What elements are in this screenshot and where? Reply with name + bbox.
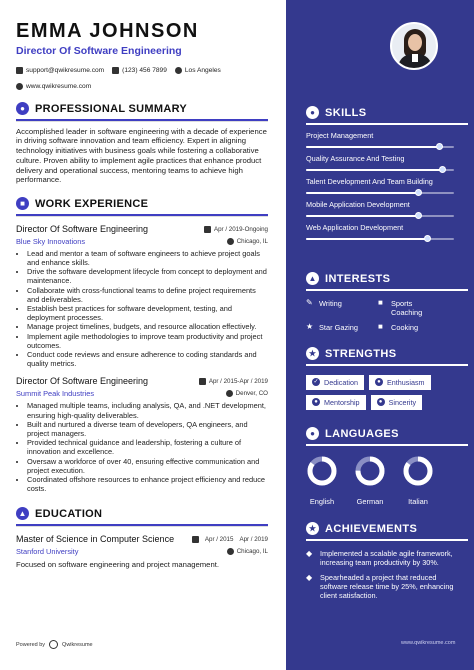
education-date-start: Apr / 2015 (204, 535, 234, 543)
website-contact[interactable] (16, 83, 268, 90)
strength-badge (371, 395, 423, 410)
education-title: EDUCATION (35, 507, 103, 520)
whistle-icon: ■ (378, 297, 383, 307)
school-location-text: Chicago, IL (236, 548, 268, 556)
calendar-icon (199, 378, 206, 385)
job-location (227, 238, 268, 245)
achievement-item (306, 573, 456, 601)
strength-badge (306, 395, 366, 410)
language-label: English (309, 496, 335, 506)
school-name: Stanford University (16, 547, 79, 557)
main-column (16, 20, 268, 570)
languages-list (306, 455, 456, 506)
interests-section (306, 272, 456, 332)
contact-row (16, 67, 268, 74)
job-bullet: • Coordinated offshore resources to enhance project efficiency and reduce costs. (27, 475, 268, 493)
achievement-item (306, 549, 456, 567)
job-entry (16, 224, 268, 369)
handshake-icon: ● (377, 398, 385, 406)
job-title: Director Of Software Engineering (16, 376, 149, 387)
languages-title: LANGUAGES (325, 427, 399, 440)
location-text: Los Angeles (184, 67, 221, 74)
experience-heading (16, 197, 268, 210)
interest-label: Cooking (391, 322, 419, 332)
job-bullet: • Implement agile methodologies to improve team productivity and project outcomes. (27, 332, 268, 350)
skill-item (306, 131, 456, 148)
education-date-end: Apr / 2019 (239, 535, 268, 543)
education-entry (16, 534, 268, 570)
trophy-icon: ◆ (306, 572, 313, 582)
candidate-title: Director Of Software Engineering (16, 45, 182, 57)
language-label: German (356, 496, 384, 506)
location-pin-icon (227, 238, 234, 245)
job-bullet: • Oversaw a workforce of over 40, ensuring effective communication and project execution. (27, 457, 268, 475)
interest-label: Star Gazing (319, 322, 359, 332)
skill-item (306, 154, 456, 171)
job-bullet: • Lead and mentor a team of software engineers to achieve project goals and enhance skills. (27, 249, 268, 267)
job-entry (16, 376, 268, 493)
smile-icon: ● (375, 378, 383, 386)
section-divider (306, 539, 468, 541)
section-divider (16, 119, 268, 121)
globe-icon (16, 83, 23, 90)
strengths-section (306, 347, 456, 410)
email-text: support@qwikresume.com (26, 67, 105, 74)
school-location (227, 548, 268, 555)
brand-name[interactable]: Qwikresume (62, 641, 93, 648)
location-pin-icon (175, 67, 182, 74)
skill-level-bar (306, 146, 454, 148)
qwikresume-logo-icon (49, 640, 58, 649)
language-level-donut (402, 455, 434, 487)
interest-item (306, 299, 378, 317)
achievements-title: ACHIEVEMENTS (325, 522, 418, 535)
summary-icon: ● (16, 102, 29, 115)
interest-label: Sports Coaching (391, 298, 423, 317)
location-pin-icon (227, 548, 234, 555)
education-focus: Focused on software engineering and project management. (16, 560, 219, 570)
skill-item (306, 223, 456, 240)
location-pin-icon (226, 390, 233, 397)
job-location-text: Denver, CO (235, 390, 268, 398)
skill-name: Project Management (306, 130, 374, 140)
language-item (354, 455, 386, 506)
section-divider (16, 214, 268, 216)
language-item (306, 455, 338, 506)
interests-list (306, 299, 456, 332)
skills-list (306, 131, 456, 240)
strength-label: Enthusiasm (386, 377, 425, 387)
briefcase-icon: ■ (16, 197, 29, 210)
degree-title: Master of Science in Computer Science (16, 533, 175, 544)
website-text: www.qwikresume.com (26, 83, 92, 90)
summary-heading (16, 102, 268, 115)
strengths-title: STRENGTHS (325, 347, 397, 360)
cooking-pot-icon: ■ (378, 321, 383, 331)
phone-contact[interactable] (112, 67, 167, 74)
job-bullets (16, 249, 268, 369)
language-label: Italian (408, 496, 428, 506)
location-contact (175, 67, 221, 74)
interest-item (378, 299, 454, 317)
skill-level-bar (306, 215, 454, 217)
calendar-icon (192, 536, 199, 543)
skills-section (306, 106, 456, 240)
section-divider (306, 289, 468, 291)
phone-icon (112, 67, 119, 74)
strength-badge (369, 375, 431, 390)
job-bullet: • Managed multiple teams, including analysis, QA, and .NET development, ensuring high-quality deliverables. (27, 401, 268, 419)
skill-name: Talent Development And Team Building (306, 176, 433, 186)
job-location-text: Chicago, IL (236, 237, 268, 245)
interest-label: Writing (319, 298, 342, 308)
users-icon: ● (312, 398, 320, 406)
job-dates-text: Apr / 2019-Ongoing (213, 225, 268, 233)
job-bullet: • Built and nurtured a diverse team of developers, QA engineers, and project managers. (27, 420, 268, 438)
job-bullets (16, 401, 268, 493)
footer-website[interactable]: www.qwikresume.com (401, 640, 456, 646)
achievements-section (306, 522, 456, 601)
interest-item (306, 323, 378, 332)
telescope-icon: ★ (306, 321, 314, 331)
skill-name: Mobile Application Development (306, 199, 410, 209)
section-divider (306, 444, 468, 446)
interest-item (378, 323, 454, 332)
medal-icon: ★ (306, 522, 319, 535)
achievement-text: Implemented a scalable agile framework, increasing team productivity by 30%. (320, 548, 453, 567)
summary-text: Accomplished leader in software engineering with a decade of experience in driving software innovation and team efficiency. Expert in aligning technology initiatives with business goals while fostering a collaborative culture. Proven ability to implement agile practices that enhance product delivery and operational success, mentoring teams to achieve high performance. (16, 126, 267, 185)
strengths-list (306, 375, 474, 410)
powered-by-footer (16, 640, 93, 649)
education-heading (16, 507, 268, 520)
job-location (226, 390, 268, 397)
trophy-icon: ◆ (306, 548, 313, 558)
job-bullet: • Establish best practices for software development, testing, and deployment processes. (27, 304, 268, 322)
job-bullet: • Drive the software development lifecycle from concept to deployment and maintenance. (27, 267, 268, 285)
education-dates (192, 536, 268, 544)
powered-by-text: Powered by (16, 641, 46, 648)
language-icon: ● (306, 427, 319, 440)
company-name: Blue Sky Innovations (16, 236, 86, 246)
job-bullet: • Manage project timelines, budgets, and resource allocation effectively. (27, 322, 268, 331)
summary-title: PROFESSIONAL SUMMARY (35, 102, 188, 115)
candidate-name: EMMA JOHNSON (16, 20, 199, 42)
envelope-icon (16, 67, 23, 74)
phone-text: (123) 456 7899 (122, 67, 167, 74)
strength-badge (306, 375, 364, 390)
job-dates (204, 226, 268, 233)
job-dates (199, 378, 268, 385)
job-bullet: • Collaborate with cross-functional teams to define project requirements and deliverables. (27, 286, 268, 304)
sidebar-column (286, 0, 474, 670)
job-dates-text: Apr / 2015-Apr / 2019 (208, 378, 268, 386)
languages-section (306, 427, 456, 506)
language-level-donut (306, 455, 338, 487)
job-bullet: • Conduct code reviews and ensure adherence to coding standards and quality metrics. (27, 350, 268, 368)
calendar-icon (204, 226, 211, 233)
language-item (402, 455, 434, 506)
achievement-text: Spearheaded a project that reduced software release time by 25%, enhancing client satisfaction. (320, 572, 454, 601)
lightbulb-icon: ● (306, 106, 319, 119)
email-contact[interactable] (16, 67, 104, 74)
skill-name: Quality Assurance And Testing (306, 153, 405, 163)
job-bullet: • Provided technical guidance and leadership, fostering a culture of innovation and excellence. (27, 438, 268, 456)
section-divider (16, 524, 268, 526)
rocket-icon: ▲ (306, 272, 319, 285)
skill-name: Web Application Development (306, 222, 404, 232)
language-level-donut (354, 455, 386, 487)
strength-label: Dedication (324, 377, 358, 387)
skills-title: SKILLS (325, 106, 367, 119)
profile-photo (390, 22, 438, 70)
company-name: Summit Peak Industries (16, 389, 95, 399)
interests-title: INTERESTS (325, 272, 391, 285)
graduation-cap-icon: ▲ (16, 507, 29, 520)
strength-label: Sincerity (388, 397, 417, 407)
strength-label: Mentorship (324, 397, 360, 407)
pen-icon: ✎ (306, 297, 313, 307)
skill-level-bar (306, 192, 454, 194)
skill-level-bar (306, 238, 454, 240)
section-divider (306, 364, 468, 366)
skill-item (306, 177, 456, 194)
check-badge-icon: ✓ (313, 379, 319, 385)
trophy-icon: ★ (306, 347, 319, 360)
job-title: Director Of Software Engineering (16, 223, 149, 234)
skill-item (306, 200, 456, 217)
section-divider (306, 123, 468, 125)
skill-level-bar (306, 169, 454, 171)
experience-title: WORK EXPERIENCE (35, 197, 149, 210)
